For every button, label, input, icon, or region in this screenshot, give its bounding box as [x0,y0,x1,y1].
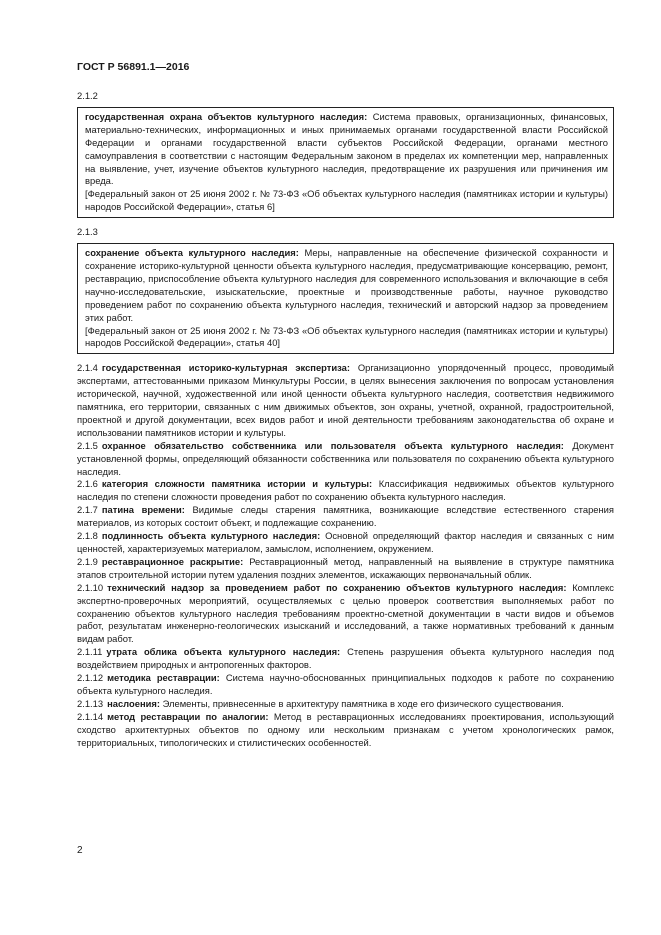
definition-text: Основной определяющий фактор наследия и связанных с ним ценностей, характеризуемых материалом, замыслом, исполнением, окружением. [77,530,615,554]
entry-number: 2.1.7 [77,504,98,516]
definition-text: Организационно упорядоченный процесс, проводимый экспертами, аттестованными приказом Минкультуры России, в целях вынесения заключения по вопросам установления исторической, научной, художественной или иной ценности объекта культурного наследия, соответствия недвижимого памятника, его территории, связанных с ним движимых объектов, зон охраны, учетной, охранной, градостроительной, проектной и другой документации, всех видов работ и иной деятельности требованиям законодательства об охране и использовании памятников истории и культуры. [77,362,614,438]
definition-entry [77,582,614,647]
term: государственная охрана объектов культурного наследия: [85,110,368,122]
term: методика реставрации: [107,672,220,684]
source-citation: [Федеральный закон от 25 июня 2002 г. № 73-ФЗ «Об объектах культурного наследия (памятниках истории и культуры) народов Российской Федерации», статья 40] [85,324,608,349]
entry-number: 2.1.4 [77,362,98,374]
entry-number: 2.1.11 [77,646,103,658]
entry-number: 2.1.6 [77,478,98,490]
section-number: 2.1.3 [77,226,98,238]
definition-entry [77,698,614,711]
term: охранное обязательство собственника или пользователя объекта культурного наследия: [101,439,564,451]
entry-number: 2.1.9 [77,555,98,567]
definition-text: Классификация недвижимых объектов культурного наследия по степени сложности проведения работ по сохранению объекта культурного наследия. [77,478,614,503]
definition-entry [77,711,614,750]
term: реставрационное раскрытие: [101,555,244,567]
entry-number: 2.1.5 [77,439,98,451]
definition-box [77,107,614,218]
term: сохранение объекта культурного наследия: [85,247,299,259]
definition-text: Комплекс экспертно-проверочных мероприятий, осуществляемых с целью проверок соответствия выполняемых работ по сохранению объектов культурного наследия требованиям проектно-сметной документации в части видов и объемов работ, результатам инженерно-геологических изысканий и исследований, а также нормативных требований к данным видам работ. [77,581,614,645]
term: подлинность объекта культурного наследия: [101,530,321,542]
term: категория сложности памятника истории и культуры: [101,478,373,490]
definition-box [77,243,614,354]
entry-number: 2.1.13 [77,697,104,709]
definition-entry [77,362,614,439]
entry-number: 2.1.12 [77,672,104,684]
definition-entry [77,440,614,479]
definition-entry [77,530,614,556]
definition-text: Реставрационный метод, направленный на выявление в структуре памятника этапов строительной истории путем удаления поздних элементов, искажающих первоначальный облик. [77,555,614,580]
term: государственная историко-культурная экспертиза: [101,362,350,374]
term: патина времени: [101,504,185,516]
definition-paragraph [85,111,608,188]
document-body [77,90,614,750]
definition-text: Элементы, привнесенные в архитектуру памятника в ходе его физического существования. [162,697,564,709]
term: наслоения: [107,697,160,709]
definition-text: Метод в реставрационных исследованиях проектирования, использующий сходство архитектурных объектов по одному или нескольким признакам с учетом хронологических рамок, территориальных, типологических и стилистических особенностей. [77,710,615,748]
definition-entry [77,478,614,504]
definition-paragraph [85,247,608,324]
definition-entry [77,646,614,672]
page-number: 2 [77,845,83,856]
section-number: 2.1.2 [77,90,98,101]
definition-entry [77,556,614,582]
term: технический надзор за проведением работ по сохранению объектов культурного наследия: [107,581,567,593]
definition-entry [77,672,614,698]
term: метод реставрации по аналогии: [107,710,269,722]
definition-text: Меры, направленные на обеспечение физической сохранности и сохранение историко-культурной ценности объекта культурного наследия, предусматривающие консервацию, ремонт, реставрацию, приспособление объекта культурного наследия для современного использования и включающие в себя научно-исследовательские, изыскательские, проектные и производственные работы, научное руководство проведением работ по сохранению объекта культурного наследия, технический и авторский надзор за проведением этих работ. [85,247,608,323]
entry-number: 2.1.10 [77,581,104,593]
source-citation: [Федеральный закон от 25 июня 2002 г. № 73-ФЗ «Об объектах культурного наследия (памятниках истории и культуры) народов Российской Федерации», статья 6] [85,188,608,213]
definition-text: Система правовых, организационных, финансовых, материально-технических, информационных и иных принимаемых органами государственной власти Российской Федерации и органами государственной власти субъектов Российской Федерации, органами местного самоуправления в соответствии с настоящим Федеральным законом в пределах их компетенции мер, направленных на выявление, учет, изучение объектов культурного наследия, предотвращение их разрушения или причинения им вреда. [85,110,609,187]
definition-text: Система научно-обоснованных принципиальных подходов к работе по сохранению объекта культурного наследия. [77,672,614,696]
entry-number: 2.1.14 [77,710,104,722]
definition-text: Степень разрушения объекта культурного наследия под воздействием природных и антропогенных факторов. [77,646,614,671]
entry-number: 2.1.8 [77,530,98,542]
definition-text: Документ установленной формы, определяющий обязанности собственника или пользователя по сохранению объекта культурного наследия. [77,439,614,477]
term: утрата облика объекта культурного наследия: [106,646,341,658]
document-header: ГОСТ Р 56891.1—2016 [77,61,190,73]
definition-text: Видимые следы старения памятника, возникающие вследствие естественного старения материалов, из которых состоит объект, и подлежащие сохранению. [77,504,614,529]
definition-entry [77,504,614,530]
